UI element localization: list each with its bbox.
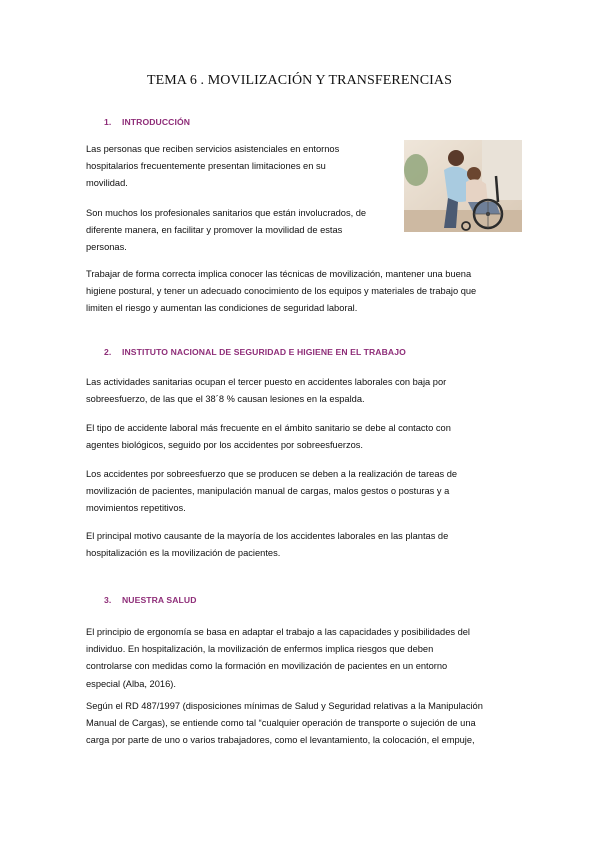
text-line: hospitalización es la movilización de pacientes. xyxy=(86,548,281,559)
text-line: Son muchos los profesionales sanitarios que están involucrados, de xyxy=(86,208,367,218)
text-line: personas. xyxy=(86,242,127,253)
text-line: carga por parte de uno o varios trabajadores, como el levantamiento, la colocación, el empuje, xyxy=(86,735,475,746)
section-number: 2. xyxy=(104,347,112,357)
text-line: sobreesfuerzo, de las que el 38´8 % causan lesiones en la espalda. xyxy=(86,394,365,405)
section-title: INSTITUTO NACIONAL DE SEGURIDAD E HIGIENE EN EL TRABAJO xyxy=(122,347,406,357)
text-line: higiene postural, y tener un adecuado conocimiento de los equipos y materiales de trabajo que xyxy=(86,286,477,297)
paragraph xyxy=(86,141,339,193)
text-line: individuo. En hospitalización, la movilización de enfermos implica riesgos que deben xyxy=(86,644,434,655)
section-heading-instituto xyxy=(104,347,406,357)
text-line: El principio de ergonomía se basa en adaptar el trabajo a las capacidades y posibilidades del xyxy=(86,627,471,637)
paragraph xyxy=(86,266,476,318)
text-line: Los accidentes por sobreesfuerzo que se producen se deben a la realización de tareas de xyxy=(86,469,458,479)
section-title: INTRODUCCIÓN xyxy=(122,117,191,127)
paragraph xyxy=(86,528,448,562)
text-line: controlarse con medidas como la formación en movilización de pacientes en un entorno xyxy=(86,661,448,672)
section-number: 3. xyxy=(104,595,112,605)
paragraph xyxy=(86,420,451,454)
text-line: Las actividades sanitarias ocupan el tercer puesto en accidentes laborales con baja por xyxy=(86,377,447,387)
paragraph xyxy=(86,624,470,693)
section-number: 1. xyxy=(104,117,112,127)
text-line: diferente manera, en facilitar y promover la movilidad de estas xyxy=(86,225,343,236)
section-heading-nuestra-salud xyxy=(104,595,197,605)
text-line: agentes biológicos, seguido por los accidentes por sobreesfuerzos. xyxy=(86,440,364,451)
text-line: Las personas que reciben servicios asistenciales en entornos xyxy=(86,144,340,154)
photo-illustration xyxy=(404,140,522,232)
wheelchair-photo xyxy=(404,140,522,232)
text-line: limiten el riesgo y aumentan las condiciones de seguridad laboral. xyxy=(86,303,358,314)
text-line: hospitalarios frecuentemente presentan limitaciones en su xyxy=(86,161,326,172)
paragraph xyxy=(86,466,457,518)
paragraph xyxy=(86,374,446,408)
text-line: movimientos repetitivos. xyxy=(86,503,186,514)
text-line: Según el RD 487/1997 (disposiciones mínimas de Salud y Seguridad relativas a la Manipulación xyxy=(86,701,483,711)
text-line: El principal motivo causante de la mayoría de los accidentes laborales en las plantas de xyxy=(86,531,449,541)
text-line: Trabajar de forma correcta implica conocer las técnicas de movilización, mantener una buena xyxy=(86,269,472,279)
text-line: Manual de Cargas), se entiende como tal “cualquier operación de transporte o sujeción de una xyxy=(86,718,476,729)
paragraph xyxy=(86,698,483,750)
paragraph xyxy=(86,205,366,257)
document-title: TEMA 6 . MOVILIZACIÓN Y TRANSFERENCIAS xyxy=(146,73,453,88)
section-heading-introduccion xyxy=(104,117,190,127)
text-line: movilización de pacientes, manipulación manual de cargas, malos gestos o posturas y a xyxy=(86,486,450,497)
text-line: especial (Alba, 2016). xyxy=(86,678,176,689)
text-line: El tipo de accidente laboral más frecuente en el ámbito sanitario se debe al contacto con xyxy=(86,423,451,433)
section-title: NUESTRA SALUD xyxy=(122,595,197,605)
text-line: movilidad. xyxy=(86,178,128,189)
